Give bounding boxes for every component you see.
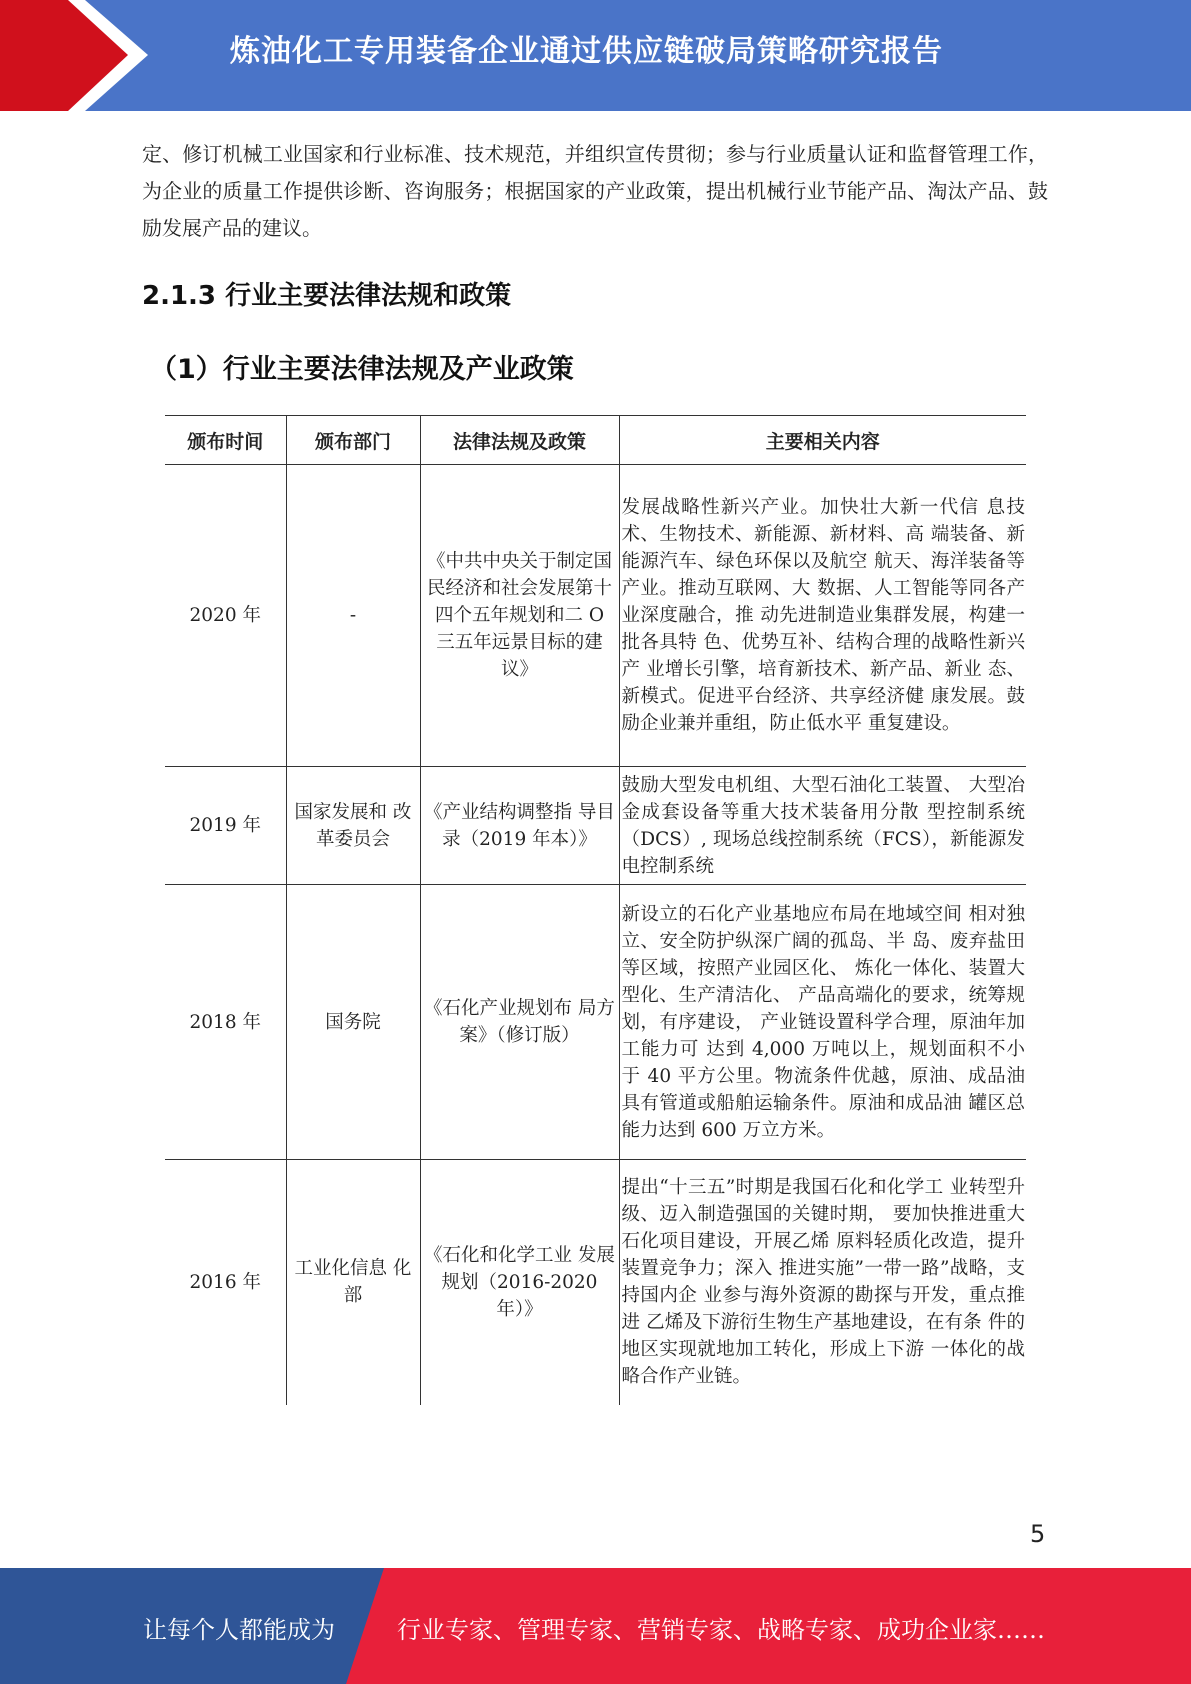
report-title: 炼油化工专用装备企业通过供应链破局策略研究报告 [230,34,943,69]
table-row [165,767,1026,885]
header-time: 颁布时间 [165,416,286,465]
cell-time: 2019 年 [189,815,261,836]
footer-slogan-right: 行业专家、管理专家、营销专家、战略专家、成功企业家…… [397,1616,1045,1644]
cell-time: 2018 年 [189,1011,261,1033]
cell-dept: 工业化信息 化部 [286,1160,420,1405]
cell-policy: 《石化产业规划布 局方案》（修订版） [420,885,619,1160]
section-heading: 2.1.3 行业主要法律法规和政策 [142,281,512,311]
table-row [165,465,1026,767]
policy-table [165,415,1026,1405]
cell-dept: 国家发展和 改革委员会 [286,767,420,885]
cell-time: 2016 年 [189,1271,261,1293]
cell-content: 新设立的石化产业基地应布局在地域空间 相对独立、安全防护纵深广阔的孤岛、半 岛、废弃盐田等区域，按照产业园区化、 炼化一体化、装置大型化、生产清洁化、 产品高端化的要求，统筹规划，有序建设， 产业链设置科学合理，原油年加工能力可 达到 4,000 万吨以上，规划面积不小于 40 平方公里。物流条件优越，原油、成品油 具有管道或船舶运输条件。原油和成品油 罐区总能力达到 600 万立方米。 [619,885,1026,1160]
cell-time: 2020 年 [189,605,261,626]
cell-dept: 国务院 [286,885,420,1160]
page-number: 5 [1030,1520,1046,1548]
table-header-row [165,416,1026,465]
cell-policy: 《石化和化学工业 发展规划（2016-2020 年）》 [420,1160,619,1405]
cell-content: 鼓励大型发电机组、大型石油化工装置、 大型冶金成套设备等重大技术装备用分散 型控制系统（DCS）, 现场总线控制系统（FCS），新能源发电控制系统 [619,767,1026,885]
header-arrow-decoration [0,0,260,111]
footer-slogan-left: 让每个人都能成为 [143,1616,335,1644]
header-dept: 颁布部门 [286,416,420,465]
page-header [0,0,1191,111]
header-policy: 法律法规及政策 [420,416,619,465]
page-footer [0,1568,1191,1684]
subsection-heading: （1）行业主要法律法规及产业政策 [150,354,574,385]
cell-content: 提出“十三五”时期是我国石化和化学工 业转型升级、迈入制造强国的关键时期， 要加快推进重大石化项目建设，开展乙烯 原料轻质化改造，提升装置竞争力；深入 推进实施”一带一路”战略，支持国内企 业参与海外资源的勘探与开发，重点推进 乙烯及下游衍生物生产基地建设，在有条 件的地区实现就地加工转化，形成上下游 一体化的战略合作产业链。 [619,1160,1026,1405]
table-row [165,885,1026,1160]
table-row [165,1160,1026,1405]
cell-dept: - [286,465,420,767]
intro-paragraph: 定、修订机械工业国家和行业标准、技术规范，并组织宣传贯彻；参与行业质量认证和监督管理工作，为企业的质量工作提供诊断、咨询服务；根据国家的产业政策，提出机械行业节能产品、淘汰产品、鼓励发展产品的建议。 [142,142,1048,240]
cell-policy: 《中共中央关于制定国民经济和社会发展第十四个五年规划和二 O 三五年远景目标的建议》 [420,465,619,767]
cell-content: 发展战略性新兴产业。加快壮大新一代信 息技术、生物技术、新能源、新材料、高 端装备、新能源汽车、绿色环保以及航空 航天、海洋装备等产业。推动互联网、大 数据、人工智能等同各产业深度融合，推 动先进制造业集群发展，构建一批各具特 色、优势互补、结构合理的战略性新兴产 业增长引擎，培育新技术、新产品、新业 态、新模式。促进平台经济、共享经济健 康发展。鼓励企业兼并重组，防止低水平 重复建设。 [619,465,1026,767]
cell-policy: 《产业结构调整指 导目录（2019 年本）》 [420,767,619,885]
header-content: 主要相关内容 [619,416,1026,465]
